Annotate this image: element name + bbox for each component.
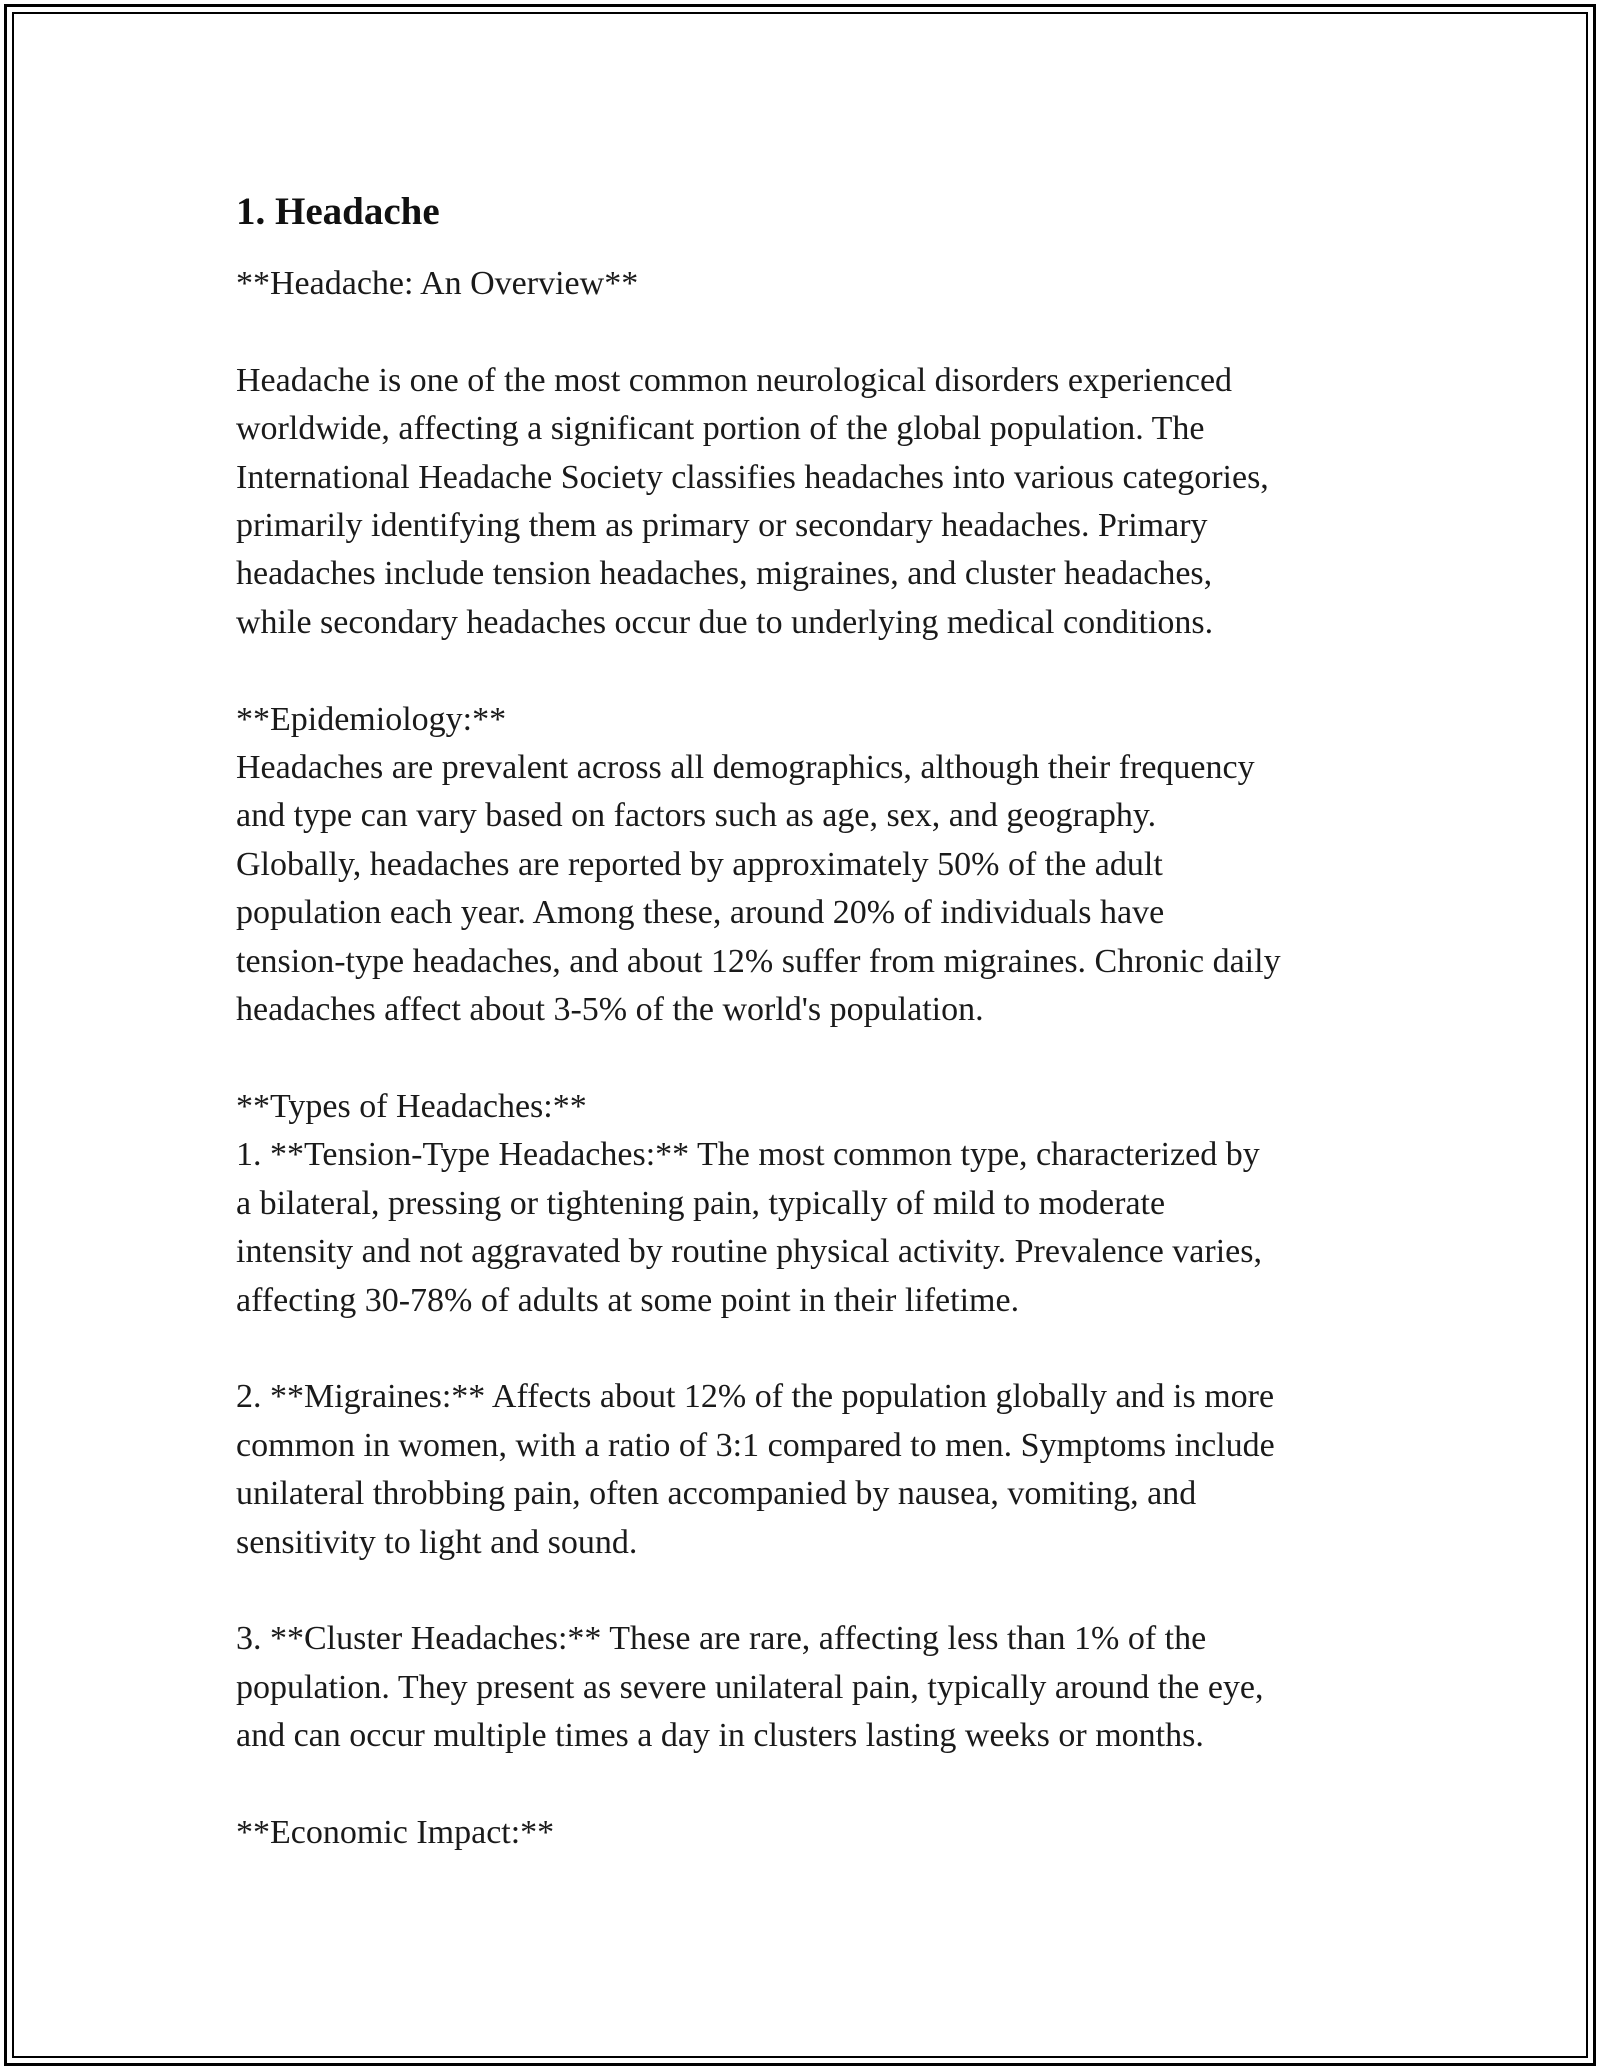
document-body: **Headache: An Overview** Headache is one of the most common neurological disorders experienced worldwide, affecting a significant portion of the global population. The International Headache Society classifies headaches into various categories, primarily identifying them as primary or secondary headaches. Primary headaches include tension headaches, migraines, and cluster headaches, while secondary headaches occur due to underlying medical conditions. **Epidemiology:** Headaches are prevalent across all demographics, although their frequency and type can vary based on factors such as age, sex, and geography. Globally, headaches are reported by approximately 50% of the adult population each year. Among these, around 20% of individuals have tension-type headaches, and about 12% suffer from migraines. Chronic daily headaches affect about 3-5% of the world's population. **Types of Headaches:** 1. **Tension-Type Headaches:** The most common type, characterized by a bilateral, pressing or tightening pain, typically of mild to moderate intensity and not aggravated by routine physical activity. Prevalence varies, affecting 30-78% of adults at some point in their lifetime. 2. **Migraines:** Affects about 12% of the population globally and is more common in women, with a ratio of 3:1 compared to men. Symptoms include unilateral throbbing pain, often accompanied by nausea, vomiting, and sensitivity to light and sound. 3. **Cluster Headaches:** These are rare, affecting less than 1% of the population. They present as severe unilateral pain, typically around the eye, and can occur multiple times a day in clusters lasting weeks or months. **Economic Impact:**: [236, 265, 1281, 1851]
page-title: 1. Headache: [236, 190, 440, 233]
document-content: [236, 186, 1396, 1857]
